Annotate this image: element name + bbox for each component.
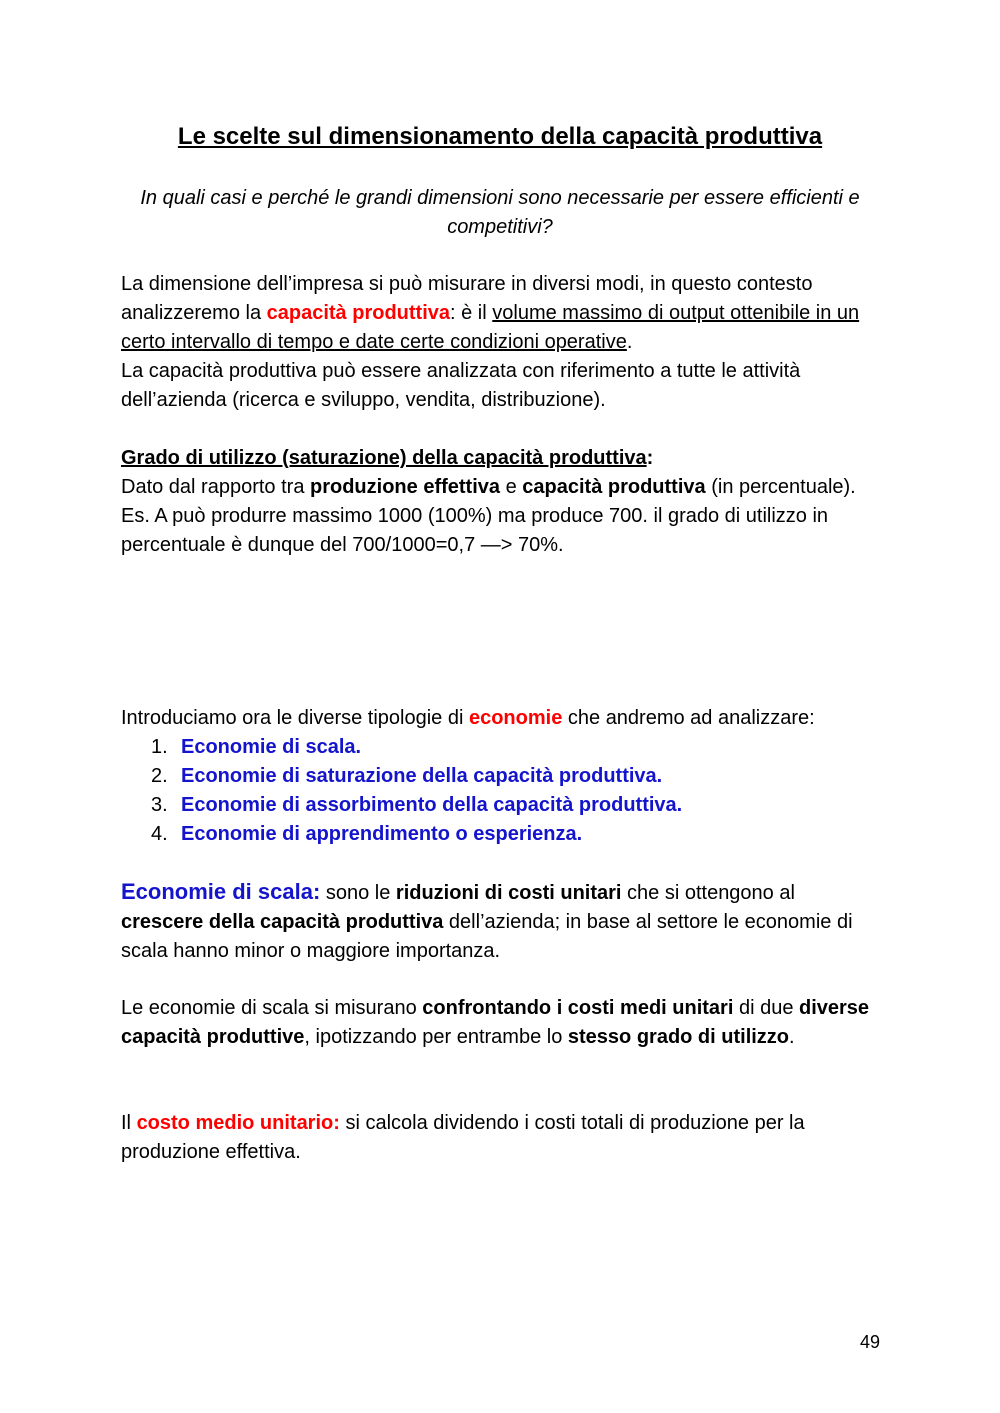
intro-text: . <box>626 331 633 353</box>
list-number: 1. <box>151 736 168 758</box>
list-item-label: Economie di assorbimento della capacità produttiva. <box>181 794 683 816</box>
costo-text: si calcola dividendo i costi totali di produzione per la produzione effettiva. <box>121 1112 805 1163</box>
misura-bold: diverse capacità produttive <box>121 997 870 1048</box>
term-economie-di-scala: Economie di scala: <box>121 879 321 904</box>
list-item <box>121 791 881 820</box>
economie-text: Introduciamo ora le diverse tipologie di <box>121 707 469 729</box>
scala-bold: riduzioni di costi unitari <box>395 882 622 904</box>
grado-example: Es. A può produrre massimo 1000 (100%) ma produce 700. il grado di utilizzo in percentuale è dunque del 700/1000=0,7 —> 70%. <box>121 505 829 556</box>
term-capacita-produttiva: capacità produttiva <box>266 302 451 324</box>
list-item-label: Economie di apprendimento o esperienza. <box>181 823 583 845</box>
grado-heading: Grado di utilizzo (saturazione) della capacità produttiva <box>121 447 647 469</box>
page-number: 49 <box>859 1332 880 1352</box>
list-number: 2. <box>151 765 168 787</box>
term-costo-medio-unitario: costo medio unitario: <box>136 1112 340 1134</box>
grado-bold: produzione effettiva <box>310 476 501 498</box>
list-item-label: Economie di saturazione della capacità produttiva. <box>181 765 663 787</box>
misura-bold: confrontando i costi medi unitari <box>422 997 734 1019</box>
grado-text: Dato dal rapporto tra <box>121 476 310 498</box>
list-number: 3. <box>151 794 168 816</box>
page-title: Le scelte sul dimensionamento della capacità produttiva <box>177 123 823 150</box>
list-item <box>121 762 881 791</box>
scala-paragraph <box>121 877 881 966</box>
misura-paragraph <box>121 994 881 1052</box>
scala-text: sono le <box>320 882 396 904</box>
grado-bold: capacità produttiva <box>522 476 706 498</box>
misura-bold: stesso grado di utilizzo <box>567 1026 790 1048</box>
grado-paragraph <box>121 444 881 560</box>
list-number: 4. <box>151 823 168 845</box>
list-item <box>121 820 881 849</box>
intro-paragraph <box>121 270 881 415</box>
list-item-label: Economie di scala. <box>181 736 362 758</box>
economie-text: che andremo ad analizzare: <box>562 707 815 729</box>
intro-text: La dimensione dell’impresa si può misurare in diversi modi, in questo contesto analizzeremo la <box>121 273 813 324</box>
page-subtitle: In quali casi e perché le grandi dimensioni sono necessarie per essere efficienti e competitivi? <box>140 187 860 238</box>
misura-text: , ipotizzando per entrambe lo <box>304 1026 568 1048</box>
scala-bold: crescere della capacità produttiva <box>121 911 444 933</box>
costo-paragraph <box>121 1109 881 1167</box>
misura-text: di due <box>733 997 799 1019</box>
scala-text: che si ottengono al <box>621 882 795 904</box>
capacity-definition: volume massimo di output ottenibile in un certo intervallo di tempo e date certe condizioni operative <box>121 302 860 353</box>
misura-text: . <box>789 1026 795 1048</box>
scala-text: dell’azienda; in base al settore le economie di scala hanno minor o maggiore importanza. <box>121 911 853 962</box>
grado-text: e <box>500 476 523 498</box>
economie-intro <box>121 704 901 733</box>
misura-text: Le economie di scala si misurano <box>121 997 423 1019</box>
costo-text: Il <box>121 1112 137 1134</box>
intro-text: La capacità produttiva può essere analizzata con riferimento a tutte le attività dell’azienda (ricerca e sviluppo, vendita, distribuzione). <box>121 360 801 411</box>
intro-text: : è il <box>450 302 493 324</box>
list-item <box>121 733 881 762</box>
grado-heading-colon: : <box>646 447 654 469</box>
economie-list <box>121 733 881 849</box>
grado-text: (in percentuale). <box>705 476 856 498</box>
term-economie: economie <box>468 707 563 729</box>
